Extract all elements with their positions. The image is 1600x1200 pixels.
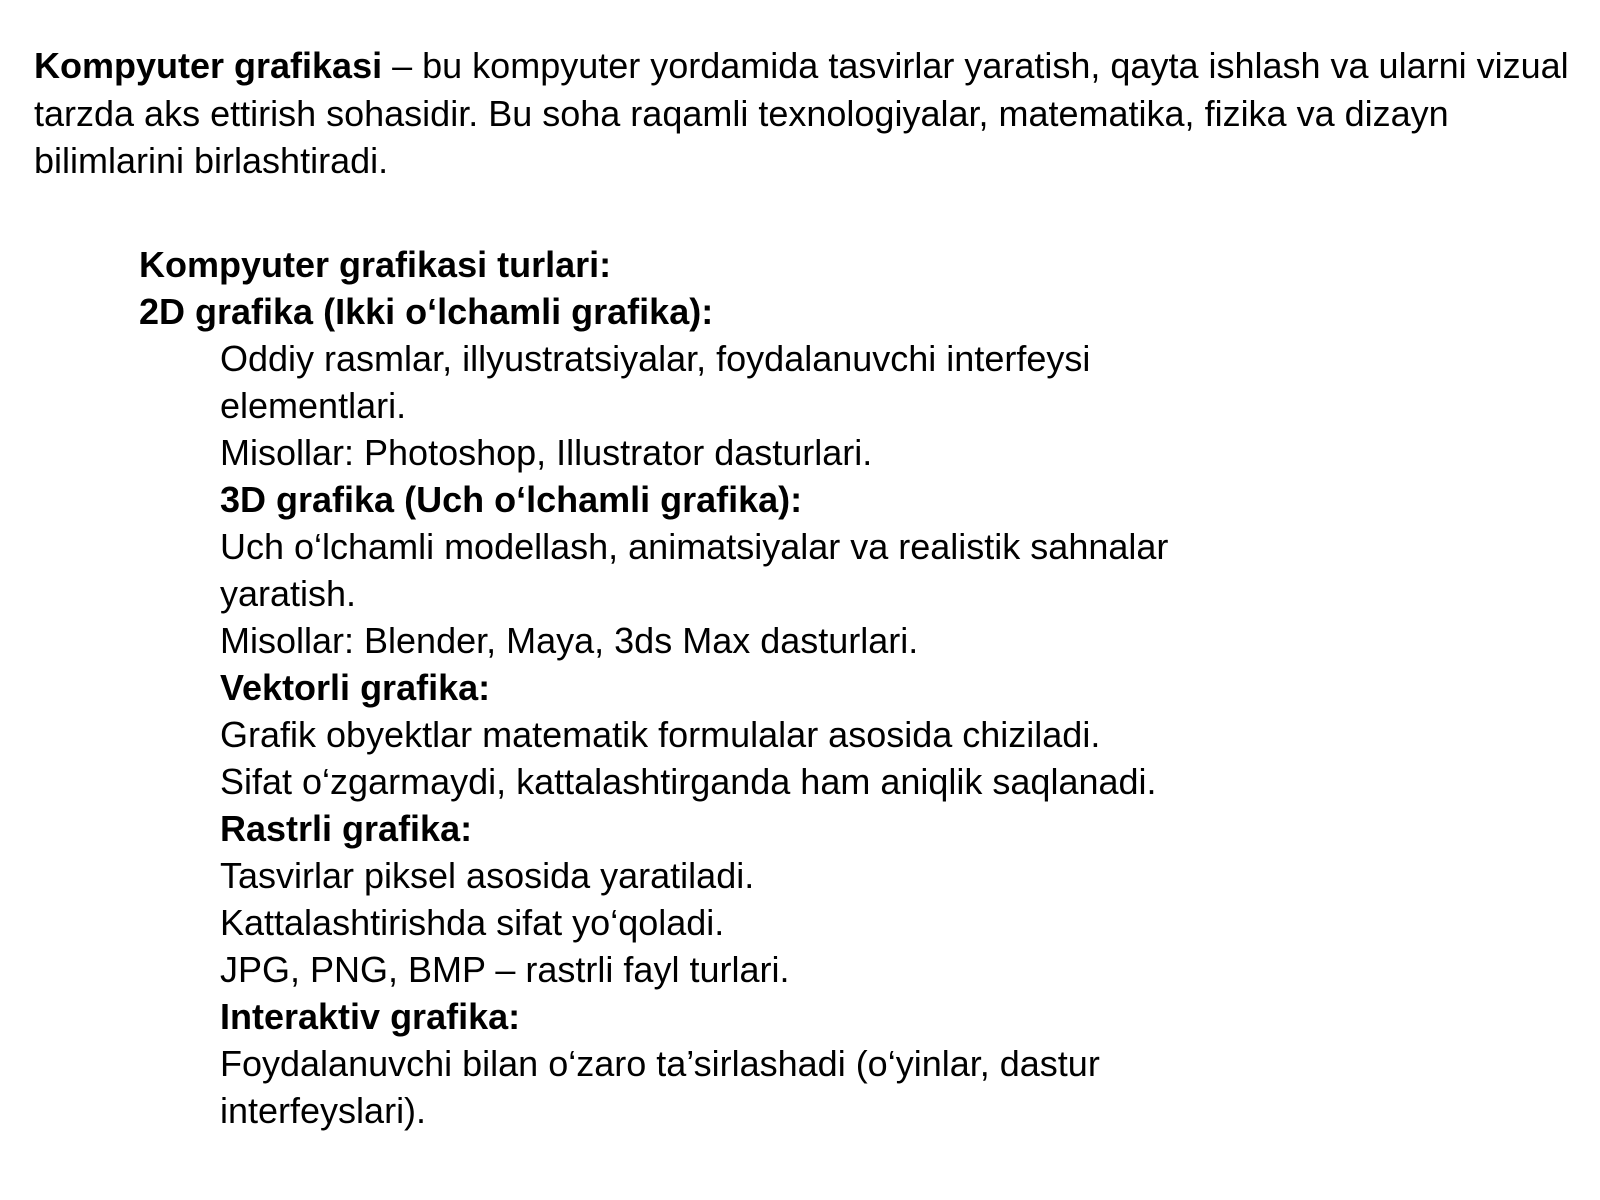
section-3d-line: yaratish. (220, 573, 357, 614)
section-raster-line: Tasvirlar piksel asosida yaratiladi. (220, 855, 755, 896)
section-interactive-line: interfeyslari). (220, 1090, 427, 1131)
section-title-vector: Vektorli grafika: (220, 667, 491, 708)
section-raster-line: JPG, PNG, BMP – rastrli fayl turlari. (220, 949, 790, 990)
section-3d-line: Misollar: Blender, Maya, 3ds Max dasturlari. (220, 620, 919, 661)
section-vector-line: Sifat o‘zgarmaydi, kattalashtirganda ham aniqlik saqlanadi. (220, 761, 1157, 802)
section-3d-line: Uch o‘lchamli modellash, animatsiyalar va realistik sahnalar (220, 526, 1169, 567)
section-title-raster: Rastrli grafika: (220, 808, 473, 849)
section-interactive-line: Foydalanuvchi bilan o‘zaro ta’sirlashadi (o‘yinlar, dastur (220, 1043, 1100, 1084)
section-2d-line: Oddiy rasmlar, illyustratsiyalar, foydalanuvchi interfeysi (220, 338, 1091, 379)
section-2d-line: Misollar: Photoshop, Illustrator dasturlari. (220, 432, 873, 473)
section-vector-line: Grafik obyektlar matematik formulalar asosida chiziladi. (220, 714, 1101, 755)
section-title-2d: 2D grafika (Ikki o‘lchamli grafika): (139, 291, 714, 332)
section-2d-line: elementlari. (220, 385, 407, 426)
intro-definition: – bu kompyuter yordamida tasvirlar yaratish, qayta ishlash va ularni vizual tarzda aks ettirish sohasidir. Bu soha raqamli texnologiyalar, matematika, fizika va dizayn bilimlarini birlashtiradi. (34, 45, 1569, 181)
section-title-interactive: Interaktiv grafika: (220, 996, 521, 1037)
types-heading: Kompyuter grafikasi turlari: (139, 244, 612, 285)
section-title-3d: 3D grafika (Uch o‘lchamli grafika): (220, 479, 803, 520)
intro-term: Kompyuter grafikasi (34, 45, 383, 86)
section-raster-line: Kattalashtirishda sifat yo‘qoladi. (220, 902, 725, 943)
intro-paragraph (34, 42, 1574, 185)
